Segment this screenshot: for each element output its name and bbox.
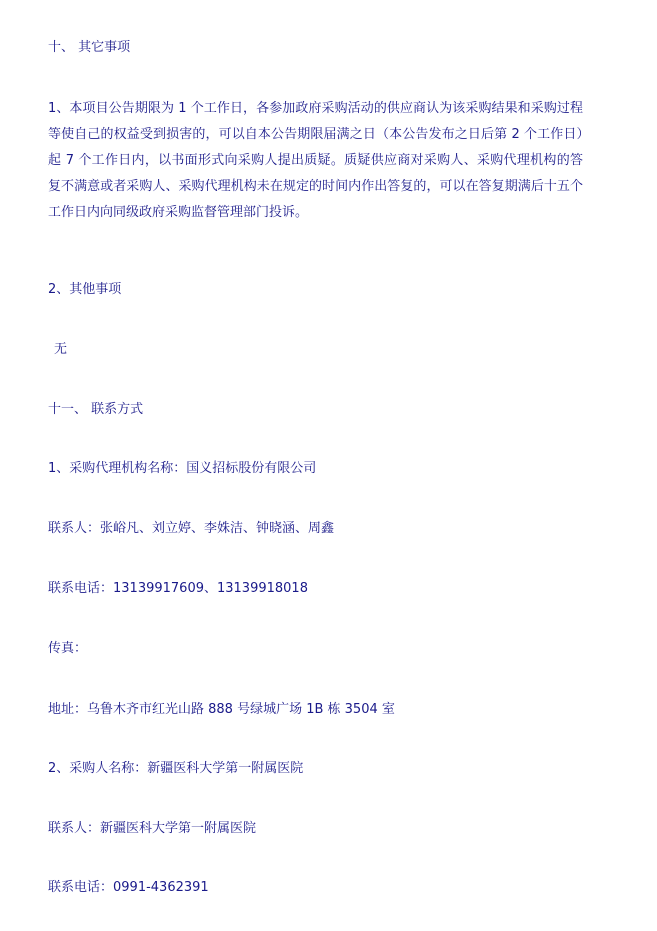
agency-fax: 传真： — [48, 641, 88, 656]
section-11-heading: 十一、 联系方式 — [48, 402, 144, 417]
agency-address: 地址：乌鲁木齐市红光山路 888 号绿城广场 1B 栋 3504 室 — [48, 702, 395, 717]
section-10-item-1: 1、本项目公告期限为 1 个工作日，各参加政府采购活动的供应商认为该采购结果和采购过程等使自己的权益受到损害的，可以自本公告期限届满之日（本公告发布之日后第 2 个工作日）起 7 个工作日内，以书面形式向采购人提出质疑。质疑供应商对采购人、采购代理机构的答复不满意或者采购人、采购代理机构未在规定的时间内作出答复的，可以在答复期满后十五个工作日内向同级政府采购监督管理部门投诉。 — [48, 101, 583, 220]
section-10-heading: 十、 其它事项 — [48, 40, 131, 55]
agency-contacts: 联系人：张峪凡、刘立婷、李姝洁、钟晓涵、周鑫 — [48, 521, 335, 536]
purchaser-contact: 联系人：新疆医科大学第一附属医院 — [48, 821, 257, 836]
section-10-item-2-heading: 2、其他事项 — [48, 282, 122, 297]
purchaser-name: 2、采购人名称：新疆医科大学第一附属医院 — [48, 761, 304, 776]
agency-phone: 联系电话：13139917609、13139918018 — [48, 581, 308, 596]
agency-name: 1、采购代理机构名称：国义招标股份有限公司 — [48, 461, 317, 476]
section-10-item-2-value: 无 — [54, 342, 68, 357]
purchaser-phone: 联系电话：0991-4362391 — [48, 880, 209, 895]
